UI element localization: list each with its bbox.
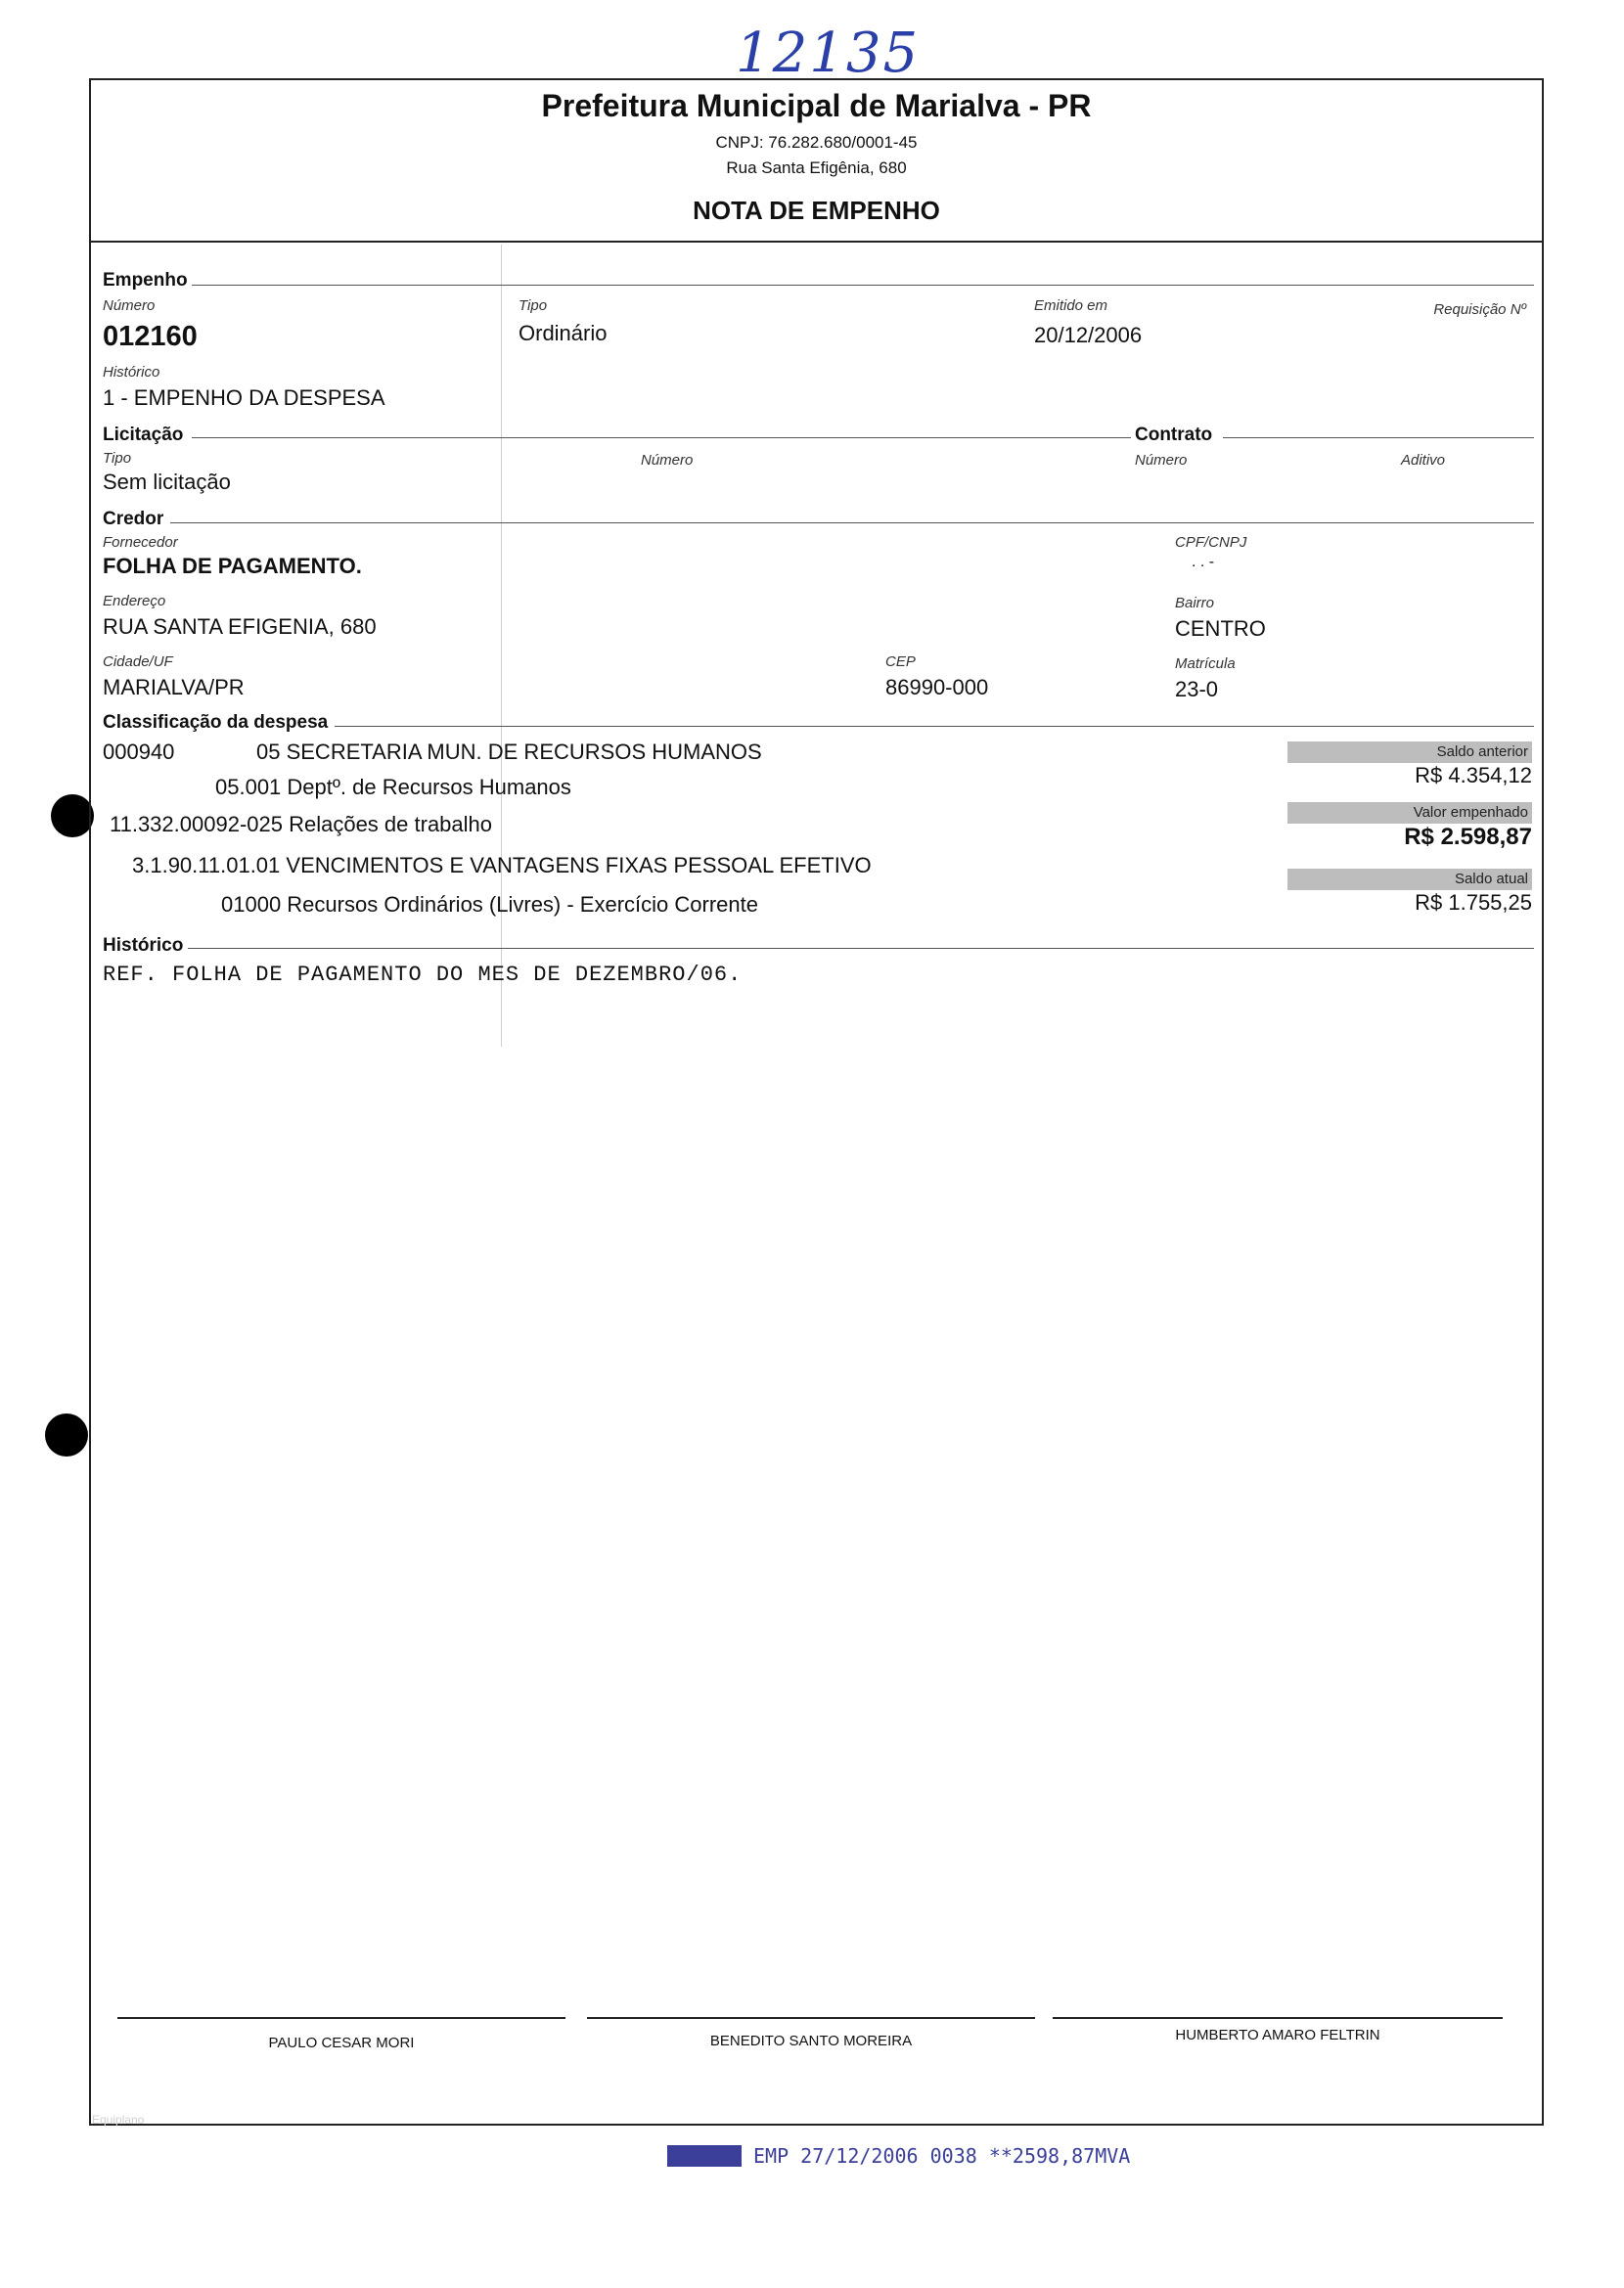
saldo-anterior: R$ 4.354,12 xyxy=(1415,763,1532,787)
header-divider xyxy=(89,241,1544,243)
section-licitacao: Licitação xyxy=(103,425,184,445)
empenho-numero: 012160 xyxy=(103,321,198,352)
label-bairro: Bairro xyxy=(1175,595,1215,611)
signature-line-3 xyxy=(1053,2017,1503,2019)
label-cidade: Cidade/UF xyxy=(103,653,173,670)
section-contrato: Contrato xyxy=(1135,425,1213,445)
classificacao-codigo: 000940 xyxy=(103,740,175,764)
label-historico: Histórico xyxy=(103,364,160,381)
punch-hole-top xyxy=(51,794,94,837)
classificacao-funcional: 11.332.00092-025 Relações de trabalho xyxy=(110,812,493,836)
label-fornecedor: Fornecedor xyxy=(103,534,178,551)
punch-hole-bottom xyxy=(45,1413,88,1457)
classificacao-natureza: 3.1.90.11.01.01 VENCIMENTOS E VANTAGENS FIXAS PESSOAL EFETIVO xyxy=(132,853,872,877)
valor-empenhado: R$ 2.598,87 xyxy=(1404,824,1532,850)
empenho-tipo: Ordinário xyxy=(519,321,608,345)
stamp-text: EMP 27/12/2006 0038 **2598,87MVA xyxy=(753,2144,1131,2168)
stamp-logo xyxy=(667,2145,742,2167)
rule-historico xyxy=(188,948,1534,949)
credor-cidade: MARIALVA/PR xyxy=(103,675,245,699)
section-credor: Credor xyxy=(103,509,164,529)
signature-line-1 xyxy=(117,2017,565,2019)
label-emitido: Emitido em xyxy=(1034,297,1108,314)
label-tipo: Tipo xyxy=(519,297,548,314)
credor-endereco: RUA SANTA EFIGENIA, 680 xyxy=(103,614,377,639)
label-licitacao-numero: Número xyxy=(641,452,694,469)
header-address: Rua Santa Efigênia, 680 xyxy=(726,158,907,177)
empenho-historico: 1 - EMPENHO DA DESPESA xyxy=(103,385,385,410)
label-cpf: CPF/CNPJ xyxy=(1175,534,1247,551)
credor-bairro: CENTRO xyxy=(1175,616,1266,641)
label-valor-empenhado: Valor empenhado xyxy=(1413,804,1528,821)
footer-mark: Equiplano xyxy=(92,2113,145,2127)
credor-fornecedor: FOLHA DE PAGAMENTO. xyxy=(103,554,362,578)
credor-matricula: 23-0 xyxy=(1175,677,1219,701)
document-title: NOTA DE EMPENHO xyxy=(693,196,940,225)
rule-licitacao xyxy=(192,437,1131,438)
section-classificacao: Classificação da despesa xyxy=(103,712,329,733)
label-contrato-numero: Número xyxy=(1135,452,1188,469)
rule-credor xyxy=(170,522,1534,523)
signature-name-3: HUMBERTO AMARO FELTRIN xyxy=(1175,2027,1380,2043)
label-contrato-aditivo: Aditivo xyxy=(1401,452,1446,469)
rule-contrato xyxy=(1223,437,1534,438)
credor-cpf: . . - xyxy=(1192,554,1215,570)
label-numero: Número xyxy=(103,297,156,314)
rule-empenho xyxy=(192,285,1534,286)
signature-name-2: BENEDITO SANTO MOREIRA xyxy=(709,2033,913,2049)
empenho-emitido: 20/12/2006 xyxy=(1034,323,1143,347)
label-cep: CEP xyxy=(885,653,916,670)
licitacao-tipo: Sem licitação xyxy=(103,470,231,494)
signature-name-1: PAULO CESAR MORI xyxy=(268,2035,415,2051)
classificacao-recurso: 01000 Recursos Ordinários (Livres) - Exercício Corrente xyxy=(221,892,758,917)
label-saldo-anterior: Saldo anterior xyxy=(1436,743,1528,760)
classificacao-unidade: 05.001 Deptº. de Recursos Humanos xyxy=(215,775,571,799)
page-title: Prefeitura Municipal de Marialva - PR xyxy=(541,88,1092,123)
label-licitacao-tipo: Tipo xyxy=(103,450,132,467)
label-saldo-atual: Saldo atual xyxy=(1454,871,1528,887)
section-empenho: Empenho xyxy=(103,270,188,291)
label-matricula: Matrícula xyxy=(1175,655,1236,672)
credor-cep: 86990-000 xyxy=(885,675,989,699)
label-endereco: Endereço xyxy=(103,593,166,609)
signature-line-2 xyxy=(587,2017,1035,2019)
label-requisicao: Requisição Nº xyxy=(1433,301,1526,318)
classificacao-orgao: 05 SECRETARIA MUN. DE RECURSOS HUMANOS xyxy=(256,740,762,764)
header-cnpj: CNPJ: 76.282.680/0001-45 xyxy=(715,133,918,152)
historico-text: REF. FOLHA DE PAGAMENTO DO MES DE DEZEMBRO/06. xyxy=(103,963,743,987)
handwritten-number: 12135 xyxy=(736,22,921,85)
section-historico: Histórico xyxy=(103,935,184,956)
saldo-atual: R$ 1.755,25 xyxy=(1415,890,1532,915)
rule-classificacao xyxy=(335,726,1534,727)
